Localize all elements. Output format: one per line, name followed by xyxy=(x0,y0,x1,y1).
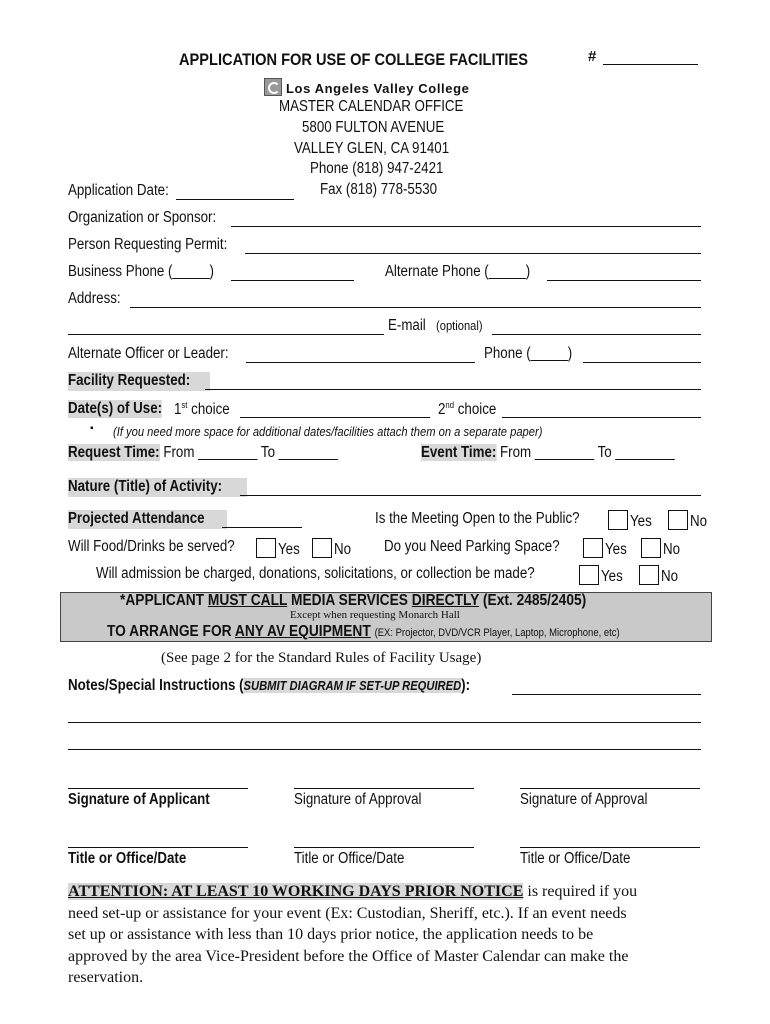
address-field-line1[interactable] xyxy=(130,307,701,308)
parking-options: Yes No xyxy=(579,538,683,559)
attention-paragraph: ATTENTION: AT LEAST 10 WORKING DAYS PRIOR NOTICE is required if you need set-up or assistance for your event (Ex: Custodian, Sheriff, etc.). If an event needs set up or assistance with less than 10 days prior notice, the application needs to be approved by the area Vice-President before the Office of Master Calendar can make the reservation. xyxy=(68,883,638,986)
admission-options: Yes No xyxy=(575,565,681,586)
alt-officer-phone-label: Phone (_____) xyxy=(484,345,573,362)
parking-question: Do you Need Parking Space? xyxy=(384,538,560,555)
open-public-question: Is the Meeting Open to the Public? xyxy=(375,510,580,527)
form-number-field[interactable] xyxy=(603,64,698,65)
office-name: MASTER CALENDAR OFFICE xyxy=(279,98,464,115)
admission-no-checkbox[interactable] xyxy=(639,565,659,585)
facility-label: Facility Requested: xyxy=(68,372,210,391)
banner-line3: TO ARRANGE FOR ANY AV EQUIPMENT (EX: Projector, DVD/VCR Player, Laptop, Microphone, etc) xyxy=(107,623,620,640)
request-time: Request Time: From ________ To ________ xyxy=(68,444,338,461)
notes-label: Notes/Special Instructions (SUBMIT DIAGRAM IF SET-UP REQUIRED): xyxy=(68,677,471,694)
food-yes-checkbox[interactable] xyxy=(256,538,276,558)
form-title: APPLICATION FOR USE OF COLLEGE FACILITIES xyxy=(179,50,528,69)
approval2-signature-line[interactable] xyxy=(520,788,700,789)
business-phone-label: Business Phone (_____) xyxy=(68,263,214,280)
form-number-label: # xyxy=(588,48,597,65)
event-time: Event Time: From ________ To ________ xyxy=(421,444,675,461)
applicant-signature-line[interactable] xyxy=(68,788,248,789)
approval2-title-line[interactable] xyxy=(520,847,700,848)
bullet-icon: ▪ xyxy=(90,423,94,434)
address-label: Address: xyxy=(68,290,121,307)
nature-label: Nature (Title) of Activity: xyxy=(68,478,247,497)
alt-officer-phone-field[interactable] xyxy=(583,362,701,363)
office-phone: Phone (818) 947-2421 xyxy=(310,160,444,177)
notes-field-line2[interactable] xyxy=(68,722,701,723)
office-street: 5800 FULTON AVENUE xyxy=(302,119,445,136)
food-question: Will Food/Drinks be served? xyxy=(68,538,235,555)
dates-label: Date(s) of Use: xyxy=(68,400,163,417)
approval2-title-label: Title or Office/Date xyxy=(520,850,631,867)
organization-field[interactable] xyxy=(231,226,701,227)
office-city: VALLEY GLEN, CA 91401 xyxy=(294,140,450,157)
second-choice-field[interactable] xyxy=(502,417,701,418)
applicant-title-line[interactable] xyxy=(68,847,248,848)
attendance-label: Projected Attendance xyxy=(68,510,227,529)
approval1-signature-line[interactable] xyxy=(294,788,474,789)
attendance-field[interactable] xyxy=(222,527,302,528)
college-name: Los Angeles Valley College xyxy=(286,81,470,96)
alternate-phone-label: Alternate Phone (_____) xyxy=(385,263,531,280)
admission-yes-checkbox[interactable] xyxy=(579,565,599,585)
person-requesting-field[interactable] xyxy=(245,253,701,254)
notes-field-line1[interactable] xyxy=(512,694,701,695)
alternate-phone-field[interactable] xyxy=(547,280,701,281)
food-no-checkbox[interactable] xyxy=(312,538,332,558)
office-fax: Fax (818) 778-5530 xyxy=(320,181,438,198)
organization-label: Organization or Sponsor: xyxy=(68,209,217,226)
banner-line1: *APPLICANT MUST CALL MEDIA SERVICES DIRECTLY (Ext. 2485/2405) xyxy=(120,592,587,609)
open-public-yes-checkbox[interactable] xyxy=(608,510,628,530)
parking-yes-checkbox[interactable] xyxy=(583,538,603,558)
email-label: E-mail (optional) xyxy=(388,317,483,334)
facility-field[interactable] xyxy=(205,389,701,390)
address-field-line2[interactable] xyxy=(68,334,384,335)
approval1-title-label: Title or Office/Date xyxy=(294,850,405,867)
nature-field[interactable] xyxy=(240,495,701,496)
email-field[interactable] xyxy=(492,334,701,335)
applicant-title-label: Title or Office/Date xyxy=(68,850,187,867)
first-choice-field[interactable] xyxy=(240,417,430,418)
open-public-options: Yes No xyxy=(604,510,710,531)
attention-heading: ATTENTION: AT LEAST 10 WORKING DAYS PRIOR NOTICE xyxy=(68,883,524,900)
application-date-label: Application Date: xyxy=(68,182,169,199)
college-logo xyxy=(264,78,469,96)
admission-question: Will admission be charged, donations, solicitations, or collection be made? xyxy=(96,565,535,582)
notes-field-line3[interactable] xyxy=(68,749,701,750)
person-requesting-label: Person Requesting Permit: xyxy=(68,236,228,253)
food-options: Yes No xyxy=(252,538,354,559)
college-logo-icon xyxy=(264,78,282,96)
banner-line2: Except when requesting Monarch Hall xyxy=(290,609,460,621)
approval1-title-line[interactable] xyxy=(294,847,474,848)
applicant-signature-label: Signature of Applicant xyxy=(68,791,210,808)
approval1-signature-label: Signature of Approval xyxy=(294,791,422,808)
approval2-signature-label: Signature of Approval xyxy=(520,791,648,808)
application-date-field[interactable] xyxy=(176,199,294,200)
alt-officer-label: Alternate Officer or Leader: xyxy=(68,345,229,362)
open-public-no-checkbox[interactable] xyxy=(668,510,688,530)
rules-note: (See page 2 for the Standard Rules of Facility Usage) xyxy=(161,650,482,666)
business-phone-field[interactable] xyxy=(231,280,354,281)
parking-no-checkbox[interactable] xyxy=(641,538,661,558)
dates-note: (If you need more space for additional dates/facilities attach them on a separate paper) xyxy=(113,424,543,439)
alt-officer-field[interactable] xyxy=(246,362,475,363)
second-choice-label: 2nd choice xyxy=(438,400,497,419)
first-choice-label: 1st choice xyxy=(174,400,230,419)
